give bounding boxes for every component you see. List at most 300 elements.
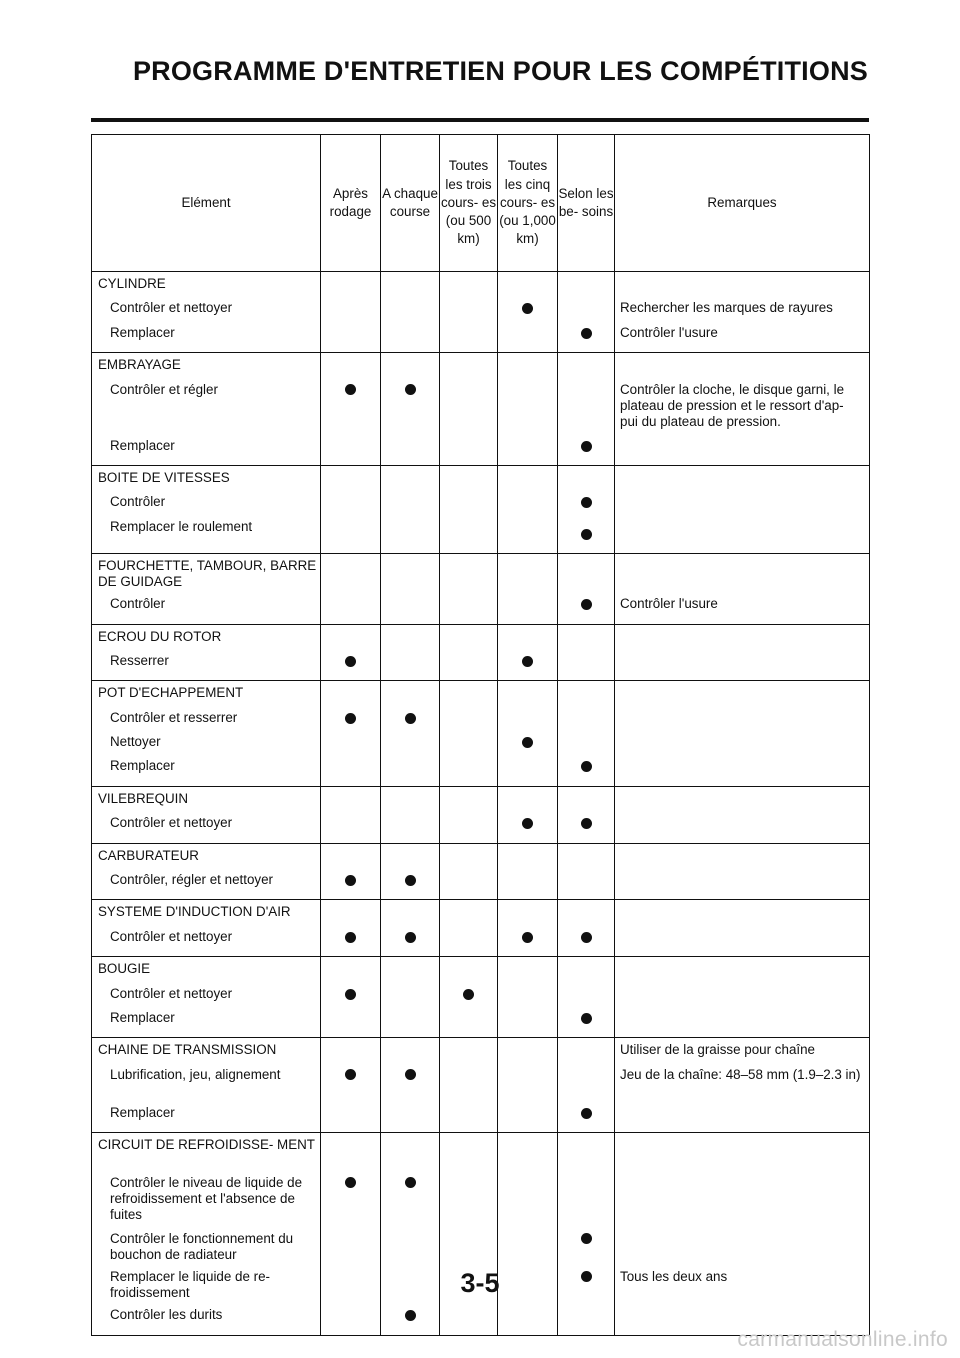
- remark-cell: [615, 900, 870, 957]
- spacer: [440, 844, 497, 868]
- filled-circle-icon: [345, 875, 356, 886]
- interval-cell: [321, 554, 381, 624]
- table-row-group: [92, 681, 870, 787]
- mark-slot: [381, 875, 439, 899]
- interval-cell: [558, 900, 615, 957]
- spacer: [558, 353, 614, 377]
- filled-circle-icon: [345, 656, 356, 667]
- item-label: Contrôler le niveau de liquide de refroidissement et l'absence de fuites: [110, 1175, 303, 1223]
- mark-slot: [440, 706, 497, 730]
- filled-circle-icon: [405, 713, 416, 724]
- spacer: [615, 353, 869, 377]
- remark-cell: [615, 554, 870, 624]
- mark-slot: [440, 1013, 497, 1037]
- remark-cell: [615, 465, 870, 553]
- filled-circle-icon: [345, 1177, 356, 1188]
- spacer: [381, 554, 439, 592]
- spacer: [558, 844, 614, 868]
- mark-slot: [381, 1171, 439, 1227]
- mark-slot: [440, 296, 497, 320]
- mark-slot: [381, 1227, 439, 1265]
- interval-cell: [558, 465, 615, 553]
- item-cell: [92, 465, 321, 553]
- mark-slot: [381, 296, 439, 320]
- mark-slot: [381, 592, 439, 616]
- interval-cell: [558, 353, 615, 466]
- remark-cell: [615, 843, 870, 900]
- filled-circle-icon: [581, 1233, 592, 1244]
- spacer: [381, 1133, 439, 1171]
- mark-slot: [440, 434, 497, 458]
- item-label: Lubrification, jeu, alignement: [110, 1066, 281, 1082]
- interval-cell: [321, 1038, 381, 1133]
- item-label: Contrôler et resserrer: [110, 709, 238, 725]
- interval-cell: [440, 1038, 498, 1133]
- mark-slot: [498, 1063, 557, 1101]
- filled-circle-icon: [581, 761, 592, 772]
- mark-slot: [558, 1171, 614, 1227]
- item-cell: [92, 900, 321, 957]
- filled-circle-icon: [581, 818, 592, 829]
- mark-slot: [321, 1101, 380, 1125]
- mark-slot: [321, 434, 380, 458]
- mark-slot: [440, 1303, 497, 1327]
- table-row-group: [92, 554, 870, 624]
- mark-slot: [321, 989, 380, 1013]
- mark-slot: [558, 1013, 614, 1037]
- interval-cell: [498, 1133, 558, 1335]
- interval-cell: [381, 786, 440, 843]
- spacer: [381, 844, 439, 868]
- filled-circle-icon: [405, 875, 416, 886]
- group-remark: Utiliser de la graisse pour chaîne: [620, 1042, 816, 1058]
- remark-cell: [615, 353, 870, 466]
- table-row-group: [92, 465, 870, 553]
- spacer: [321, 272, 380, 296]
- remark-text: Tous les deux ans: [620, 1269, 728, 1285]
- spacer: [381, 957, 439, 981]
- interval-cell: [321, 272, 381, 353]
- mark-slot: [558, 599, 614, 623]
- item-label: Contrôler, régler et nettoyer: [110, 872, 274, 888]
- spacer: [615, 466, 869, 490]
- mark-slot: [321, 1303, 380, 1327]
- spacer: [615, 844, 869, 868]
- spacer: [381, 681, 439, 705]
- mark-slot: [558, 328, 614, 352]
- interval-cell: [381, 624, 440, 681]
- group-name: CYLINDRE: [98, 276, 166, 291]
- spacer: [615, 787, 869, 811]
- item-label: Remplacer le roulement: [110, 518, 253, 534]
- mark-slot: [381, 321, 439, 345]
- mark-slot: [440, 649, 497, 673]
- filled-circle-icon: [463, 989, 474, 1000]
- interval-cell: [321, 786, 381, 843]
- interval-cell: [381, 1038, 440, 1133]
- interval-cell: [381, 843, 440, 900]
- spacer: [440, 900, 497, 924]
- item-cell: [92, 681, 321, 787]
- item-label: Contrôler et nettoyer: [110, 815, 233, 831]
- spacer: [321, 681, 380, 705]
- mark-slot: [381, 737, 439, 761]
- interval-cell: [558, 681, 615, 787]
- item-label: Remplacer: [110, 758, 175, 774]
- remark-text: [615, 1006, 869, 1030]
- title-rule: [91, 118, 869, 122]
- table-row-group: [92, 1038, 870, 1133]
- mark-slot: [321, 1171, 380, 1227]
- remark-text: [615, 730, 869, 754]
- watermark-footer: carmanualsonline.info: [737, 1328, 948, 1351]
- group-name: CIRCUIT DE REFROIDISSE- MENT: [98, 1137, 315, 1153]
- spacer: [615, 554, 869, 592]
- interval-cell: [440, 843, 498, 900]
- group-name: BOITE DE VITESSES: [98, 469, 230, 485]
- mark-slot: [440, 925, 497, 949]
- mark-slot: [381, 811, 439, 835]
- interval-cell: [321, 957, 381, 1038]
- mark-slot: [440, 730, 497, 754]
- spacer: [321, 900, 380, 924]
- filled-circle-icon: [581, 441, 592, 452]
- filled-circle-icon: [405, 1310, 416, 1321]
- remark-text: [615, 868, 869, 892]
- remark-text: [615, 434, 869, 458]
- item-label: Contrôler: [110, 596, 166, 612]
- remark-text: Contrôler l'usure: [620, 596, 718, 612]
- mark-slot: [498, 1006, 557, 1030]
- mark-slot: [558, 706, 614, 730]
- item-label: Resserrer: [110, 652, 169, 668]
- mark-slot: [558, 497, 614, 521]
- header-selon-besoins: Selon les be- soins: [558, 135, 615, 272]
- remark-text: [615, 1101, 869, 1125]
- mark-slot: [440, 754, 497, 778]
- interval-cell: [558, 1038, 615, 1133]
- interval-cell: [440, 353, 498, 466]
- page-number: 3-5: [460, 1268, 500, 1298]
- mark-slot: [440, 868, 497, 892]
- mark-slot: [440, 378, 497, 434]
- spacer: [440, 787, 497, 811]
- mark-slot: [440, 1063, 497, 1101]
- mark-slot: [558, 868, 614, 892]
- filled-circle-icon: [522, 932, 533, 943]
- interval-cell: [498, 957, 558, 1038]
- interval-cell: [498, 353, 558, 466]
- mark-slot: [558, 1108, 614, 1132]
- spacer: [440, 353, 497, 377]
- interval-cell: [498, 786, 558, 843]
- interval-cell: [440, 272, 498, 353]
- item-label: Remplacer: [110, 324, 175, 340]
- item-cell: [92, 272, 321, 353]
- filled-circle-icon: [345, 1069, 356, 1080]
- interval-cell: [498, 681, 558, 787]
- filled-circle-icon: [405, 1069, 416, 1080]
- interval-cell: [558, 957, 615, 1038]
- spacer: [440, 466, 497, 490]
- group-name: BOUGIE: [98, 961, 151, 977]
- mark-slot: [498, 656, 557, 680]
- mark-slot: [321, 1013, 380, 1037]
- item-label: Contrôler et régler: [110, 381, 218, 397]
- interval-cell: [558, 272, 615, 353]
- filled-circle-icon: [581, 1013, 592, 1024]
- filled-circle-icon: [345, 713, 356, 724]
- mark-slot: [440, 592, 497, 616]
- table-header-row: [92, 135, 870, 272]
- spacer: [558, 1133, 614, 1171]
- item-label: Contrôler le fonctionnement du bouchon de radiateur: [110, 1231, 294, 1263]
- filled-circle-icon: [581, 497, 592, 508]
- mark-slot: [558, 1063, 614, 1101]
- mark-slot: [440, 989, 497, 1013]
- spacer: [440, 957, 497, 981]
- filled-circle-icon: [581, 932, 592, 943]
- filled-circle-icon: [581, 1108, 592, 1119]
- interval-cell: [498, 554, 558, 624]
- mark-slot: [321, 811, 380, 835]
- interval-cell: [558, 843, 615, 900]
- spacer: [558, 787, 614, 811]
- mark-slot: [498, 706, 557, 730]
- mark-slot: [498, 515, 557, 539]
- interval-cell: [321, 681, 381, 787]
- spacer: [615, 625, 869, 649]
- spacer: [440, 272, 497, 296]
- interval-cell: [321, 843, 381, 900]
- interval-cell: [321, 353, 381, 466]
- item-cell: [92, 624, 321, 681]
- mark-slot: [498, 434, 557, 458]
- interval-cell: [440, 554, 498, 624]
- mark-slot: [321, 321, 380, 345]
- table-row-group: [92, 843, 870, 900]
- group-name: CARBURATEUR: [98, 847, 199, 863]
- filled-circle-icon: [522, 656, 533, 667]
- interval-cell: [498, 843, 558, 900]
- filled-circle-icon: [405, 384, 416, 395]
- item-cell: [92, 1133, 321, 1335]
- remark-text: Rechercher les marques de rayures: [620, 300, 833, 316]
- spacer: [498, 466, 557, 490]
- mark-slot: [381, 713, 439, 737]
- remark-text: [615, 515, 869, 539]
- item-label: Remplacer le liquide de re- froidissement: [110, 1269, 271, 1301]
- remark-cell: [615, 272, 870, 353]
- mark-slot: [498, 761, 557, 785]
- mark-slot: [498, 982, 557, 1006]
- header-cinq-courses: Toutes les cinq cours- es (ou 1,000 km): [498, 135, 558, 272]
- mark-slot: [321, 875, 380, 899]
- spacer: [498, 554, 557, 592]
- mark-slot: [321, 932, 380, 956]
- remark-text: [615, 811, 869, 835]
- interval-cell: [440, 624, 498, 681]
- mark-slot: [440, 811, 497, 835]
- mark-slot: [381, 490, 439, 514]
- mark-slot: [381, 932, 439, 956]
- remark-text: [615, 925, 869, 949]
- mark-slot: [498, 868, 557, 892]
- mark-slot: [381, 434, 439, 458]
- filled-circle-icon: [581, 599, 592, 610]
- interval-cell: [381, 353, 440, 466]
- spacer: [615, 957, 869, 981]
- spacer: [558, 554, 614, 592]
- mark-slot: [498, 592, 557, 616]
- item-label: Contrôler les durits: [110, 1307, 223, 1323]
- item-label: Remplacer: [110, 1104, 175, 1120]
- item-label: Remplacer: [110, 437, 175, 453]
- spacer: [498, 272, 557, 296]
- filled-circle-icon: [581, 328, 592, 339]
- remark-cell: [615, 1133, 870, 1335]
- remark-cell: [615, 624, 870, 681]
- interval-cell: [381, 681, 440, 787]
- group-name: POT D'ECHAPPEMENT: [98, 685, 244, 701]
- page-title: PROGRAMME D'ENTRETIEN POUR LES COMPÉTITIONS: [132, 56, 868, 86]
- filled-circle-icon: [405, 932, 416, 943]
- mark-slot: [440, 515, 497, 539]
- mark-slot: [498, 1227, 557, 1265]
- mark-slot: [558, 818, 614, 842]
- interval-cell: [381, 554, 440, 624]
- interval-cell: [381, 465, 440, 553]
- group-name: FOURCHETTE, TAMBOUR, BARRE DE GUIDAGE: [98, 558, 317, 590]
- mark-slot: [558, 1303, 614, 1327]
- mark-slot: [440, 1101, 497, 1125]
- mark-slot: [498, 378, 557, 434]
- spacer: [558, 466, 614, 490]
- mark-slot: [558, 378, 614, 434]
- mark-slot: [440, 1171, 497, 1227]
- spacer: [440, 625, 497, 649]
- spacer: [321, 957, 380, 981]
- header-remarques: Remarques: [615, 135, 870, 272]
- spacer: [440, 1038, 497, 1062]
- item-label: Contrôler et nettoyer: [110, 300, 233, 316]
- mark-slot: [440, 490, 497, 514]
- remark-cell: [615, 1038, 870, 1133]
- item-cell: [92, 554, 321, 624]
- mark-slot: [558, 730, 614, 754]
- interval-cell: [498, 272, 558, 353]
- remark-cell: [615, 786, 870, 843]
- mark-slot: [498, 932, 557, 956]
- spacer: [558, 625, 614, 649]
- spacer: [381, 1038, 439, 1062]
- mark-slot: [321, 490, 380, 514]
- spacer: [615, 272, 869, 296]
- mark-slot: [558, 296, 614, 320]
- item-cell: [92, 353, 321, 466]
- group-name: SYSTEME D'INDUCTION D'AIR: [98, 904, 291, 920]
- mark-slot: [498, 328, 557, 352]
- item-cell: [92, 957, 321, 1038]
- filled-circle-icon: [345, 932, 356, 943]
- interval-cell: [558, 624, 615, 681]
- table-row-group: [92, 624, 870, 681]
- filled-circle-icon: [522, 818, 533, 829]
- remark-text: [615, 982, 869, 1006]
- interval-cell: [440, 900, 498, 957]
- interval-cell: [498, 900, 558, 957]
- mark-slot: [321, 1227, 380, 1265]
- interval-cell: [381, 1133, 440, 1335]
- remark-text: [615, 1303, 869, 1327]
- item-label: Nettoyer: [110, 734, 161, 750]
- interval-cell: [440, 786, 498, 843]
- spacer: [321, 353, 380, 377]
- mark-slot: [498, 303, 557, 327]
- spacer: [381, 625, 439, 649]
- spacer: [498, 844, 557, 868]
- spacer: [321, 787, 380, 811]
- header-trois-courses: Toutes les trois cours- es (ou 500 km): [440, 135, 498, 272]
- spacer: [498, 787, 557, 811]
- spacer: [498, 900, 557, 924]
- group-name: EMBRAYAGE: [98, 357, 181, 373]
- item-label: Contrôler: [110, 494, 166, 510]
- mark-slot: [558, 1227, 614, 1265]
- mark-slot: [381, 1101, 439, 1125]
- interval-cell: [498, 465, 558, 553]
- mark-slot: [381, 982, 439, 1006]
- spacer: [558, 957, 614, 981]
- remark-text: Contrôler la cloche, le disque garni, le plateau de pression et le ressort d'ap- pui du plateau de pression.: [620, 381, 845, 429]
- item-cell: [92, 1038, 321, 1133]
- mark-slot: [321, 656, 380, 680]
- interval-cell: [321, 465, 381, 553]
- spacer: [321, 625, 380, 649]
- interval-cell: [498, 624, 558, 681]
- spacer: [498, 353, 557, 377]
- table-row-group: [92, 900, 870, 957]
- header-chaque-course: A chaque course: [381, 135, 440, 272]
- spacer: [615, 1133, 869, 1171]
- header-element: Elément: [92, 135, 321, 272]
- table-body: [92, 272, 870, 1336]
- remark-text: [615, 706, 869, 730]
- spacer: [615, 900, 869, 924]
- group-name: CHAINE DE TRANSMISSION: [98, 1042, 277, 1058]
- mark-slot: [558, 649, 614, 673]
- mark-slot: [321, 737, 380, 761]
- spacer: [321, 1133, 380, 1171]
- mark-slot: [321, 515, 380, 539]
- filled-circle-icon: [581, 529, 592, 540]
- item-label: Remplacer: [110, 1009, 175, 1025]
- interval-cell: [440, 681, 498, 787]
- interval-cell: [321, 1133, 381, 1335]
- mark-slot: [498, 737, 557, 761]
- group-name: VILEBREQUIN: [98, 790, 189, 806]
- spacer: [381, 466, 439, 490]
- spacer: [440, 1133, 497, 1171]
- mark-slot: [381, 515, 439, 539]
- mark-slot: [440, 1227, 497, 1265]
- remark-text: [615, 649, 869, 673]
- mark-slot: [498, 818, 557, 842]
- mark-slot: [558, 441, 614, 465]
- remark-cell: [615, 681, 870, 787]
- interval-cell: [558, 1133, 615, 1335]
- spacer: [558, 681, 614, 705]
